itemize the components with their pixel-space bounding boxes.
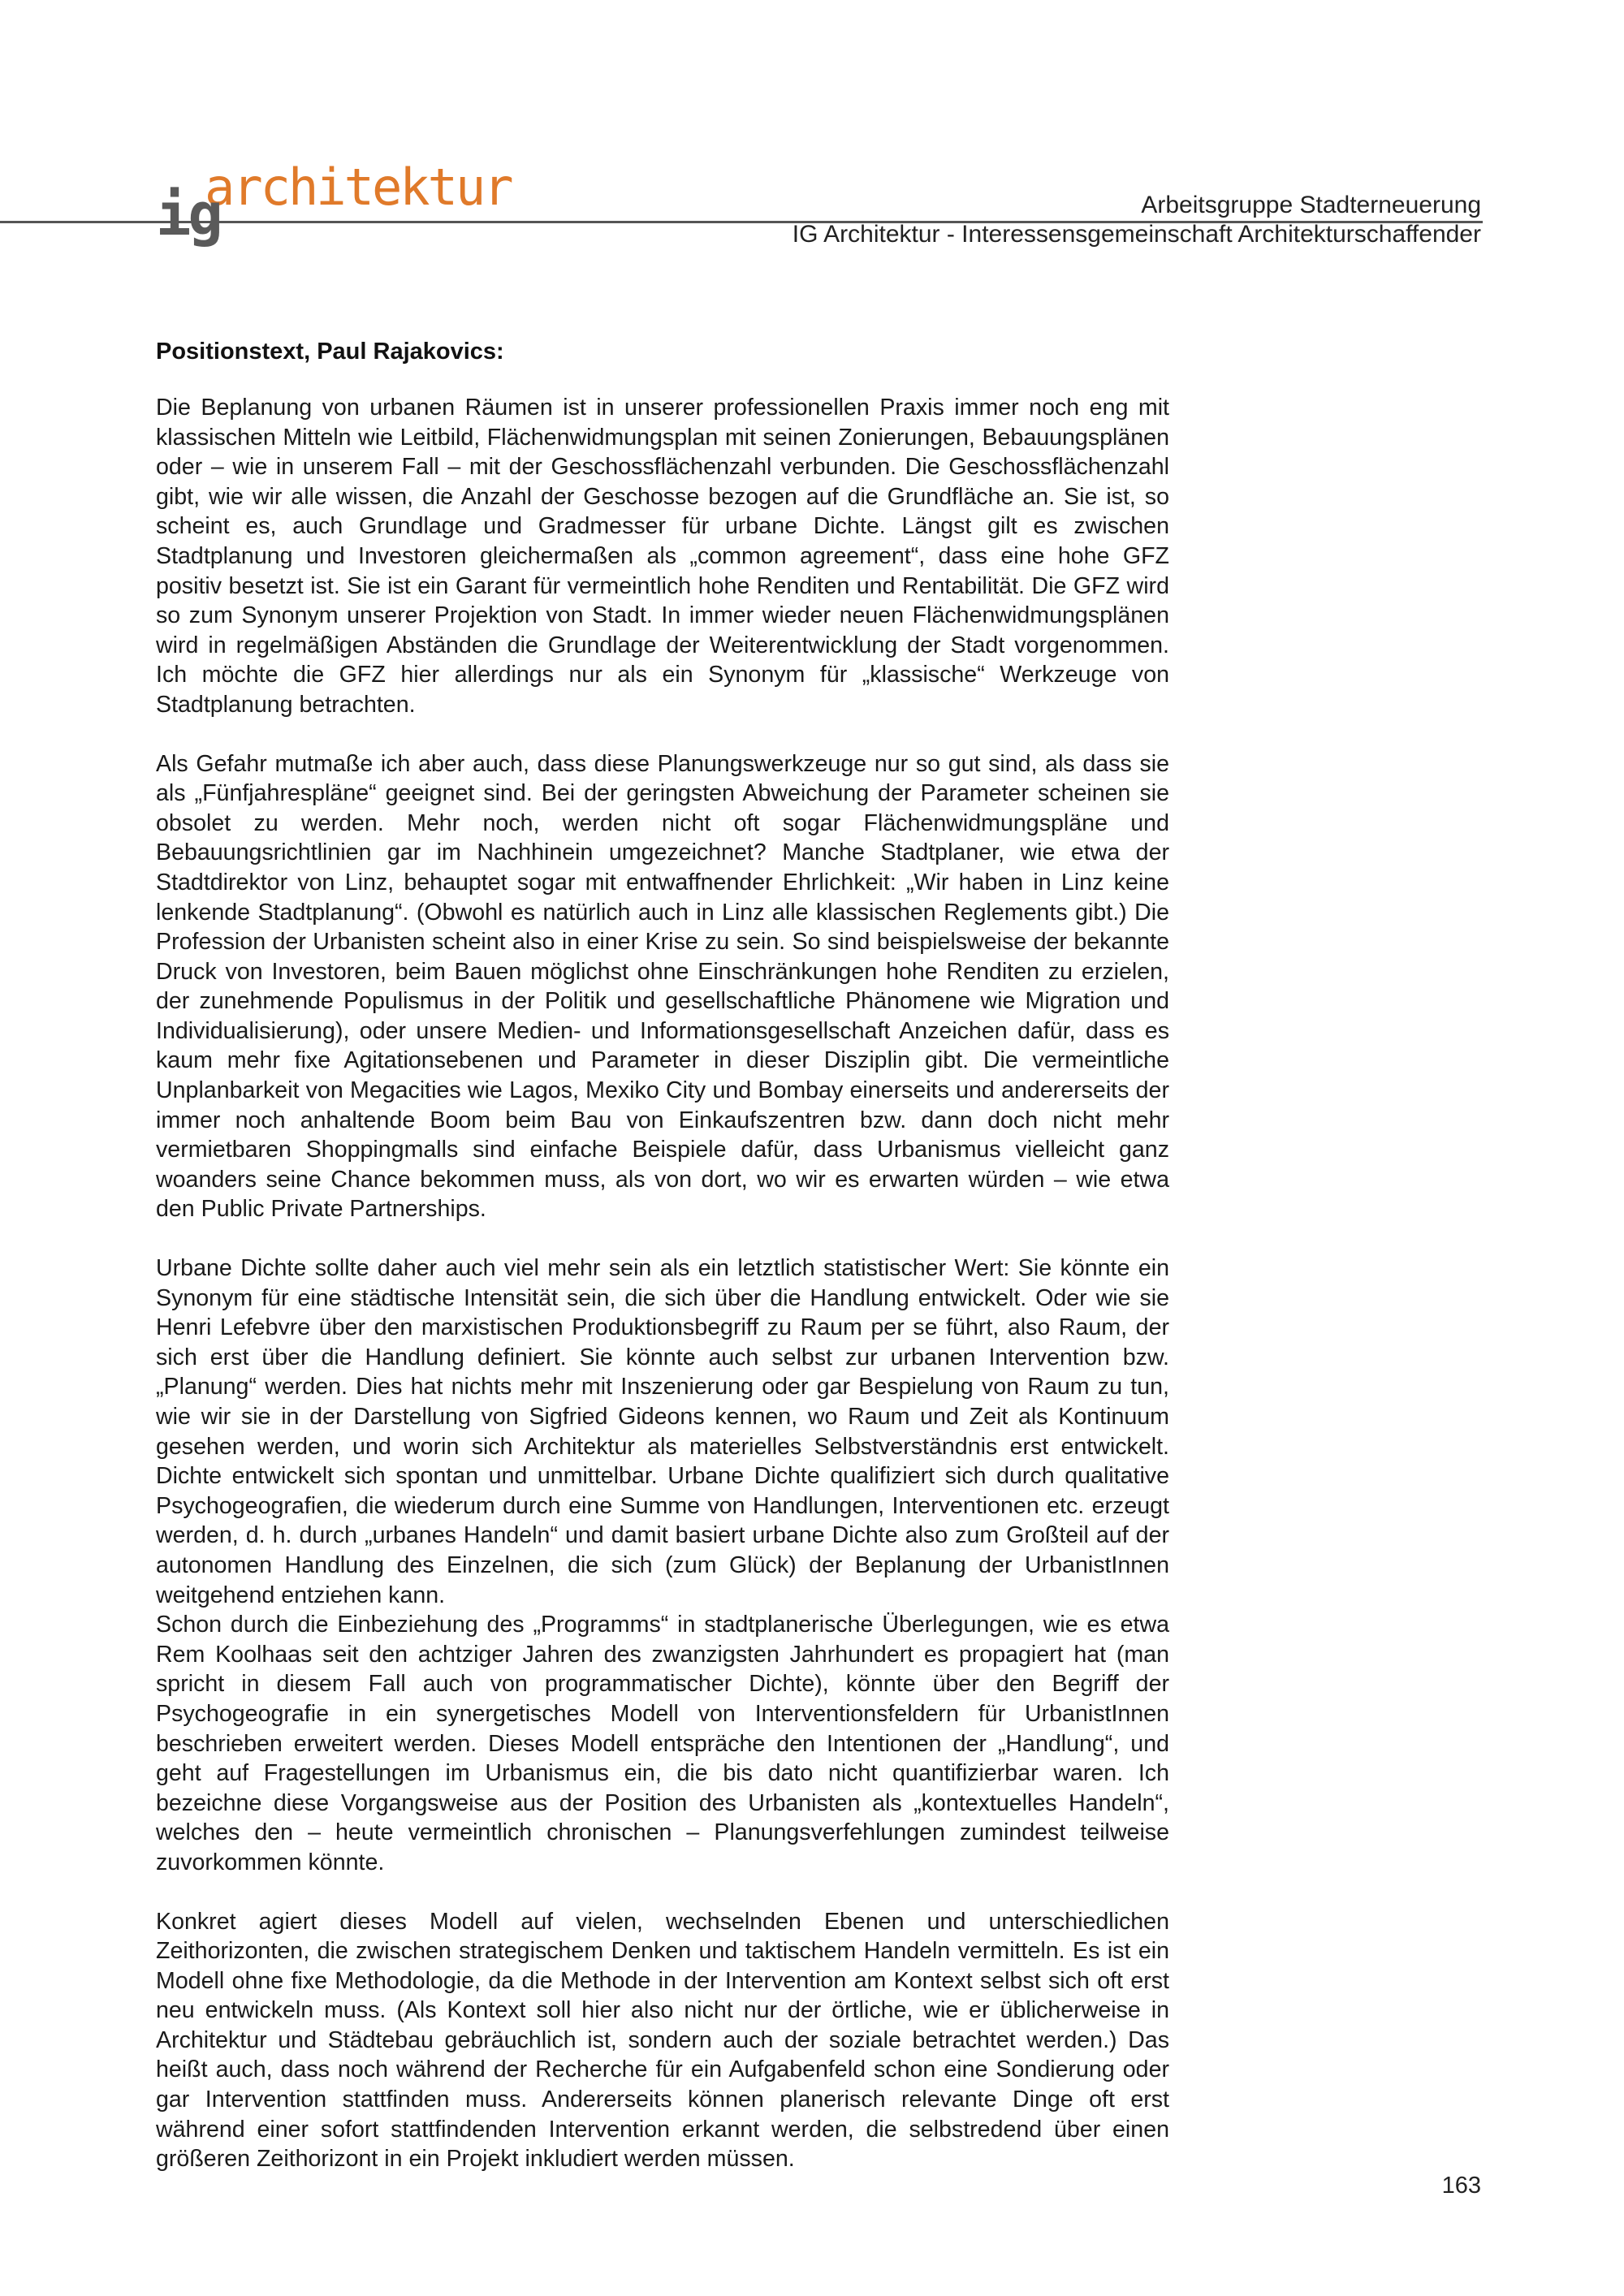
- paragraph: Urbane Dichte sollte daher auch viel mehr sein als ein letztlich statistischer Wert: Sie könnte ein Synonym für eine städtische Intensität sein, die sich über die Handlung entwickelt. Oder wie sie Henri Lefebvre über den marxistischen Produktionsbegriff zu Raum per se führt, also Raum, der sich erst über die Handlung definiert. Sie könnte auch selbst zur urbanen Intervention bzw. „Planung“ werden. Dies hat nichts mehr mit Inszenierung oder gar Bespielung von Raum zu tun, wie wir sie in der Darstellung von Sigfried Gideons kennen, wo Raum und Zeit als Kontinuum gesehen werden, und worin sich Architektur als materielles Selbstverständnis erst entwickelt. Dichte entwickelt sich spontan und unmittelbar. Urbane Dichte qualifiziert sich durch qualitative Psychogeografien, die wiederum durch eine Summe von Handlungen, Interventionen etc. erzeugt werden, d. h. durch „urbanes Handeln“ und damit basiert urbane Dichte also zum Großteil auf der autonomen Handlung des Einzelnen, die sich (zum Glück) der Beplanung der UrbanistInnen weitgehend entziehen kann.: [156, 1255, 1169, 1608]
- paragraph: Konkret agiert dieses Modell auf vielen, wechselnden Ebenen und unterschiedlichen Zeithorizonten, die zwischen strategischem Denken und taktischem Handeln vermitteln. Es ist ein Modell ohne fixe Methodologie, da die Methode in der Intervention am Kontext selbst sich oft erst neu entwickeln muss. (Als Kontext soll hier also nicht nur der örtliche, wie er üblicherweise in Architektur und Städtebau gebräuchlich ist, sondern auch der soziale betrachtet werden.) Das heißt auch, dass noch während der Recherche für ein Aufgabenfeld schon eine Sondierung oder gar Intervention stattfinden muss. Andererseits können planerisch relevante Dinge oft erst während einer sofort stattfindenden Intervention erkannt werden, die selbstredend über einen größeren Zeithorizont in ein Projekt inkludiert werden müssen.: [156, 1908, 1169, 2173]
- paragraph: Die Beplanung von urbanen Räumen ist in unserer professionellen Praxis immer noch eng mit klassischen Mitteln wie Leitbild, Flächenwidmungsplan mit seinen Zonierungen, Bebauungsplänen oder – wie in unserem Fall – mit der Geschossflächenzahl verbunden. Die Geschossflächenzahl gibt, wie wir alle wissen, die Anzahl der Geschosse bezogen auf die Grundfläche an. Sie ist, so scheint es, auch Grundlage und Gradmesser für urbane Dichte. Längst gilt es zwischen Stadtplanung und Investoren gleichermaßen als „common agreement“, dass eine hohe GFZ positiv besetzt ist. Sie ist ein Garant für vermeintlich hohe Renditen und Rentabilität. Die GFZ wird so zum Synonym unserer Projektion von Stadt. In immer wieder neuen Flächenwidmungsplänen wird in regelmäßigen Abständen die Grundlage der Weiterentwicklung der Stadt vorgenommen. Ich möchte die GFZ hier allerdings nur als ein Synonym für „klassische“ Werkzeuge von Stadtplanung betrachten.: [156, 395, 1169, 718]
- document-title: Positionstext, Paul Rajakovics:: [156, 339, 504, 365]
- header-info: [793, 191, 1481, 249]
- page-number: 163: [1441, 2173, 1481, 2199]
- logo-wordmark: architektur: [205, 158, 512, 217]
- header-organization-name: IG Architektur - Interessensgemeinschaft Architekturschaffender: [792, 221, 1481, 248]
- logo-prefix: ig: [156, 180, 220, 248]
- document-body: [156, 334, 1169, 2203]
- ig-architektur-logo: [156, 158, 512, 276]
- paragraph: Schon durch die Einbeziehung des „Programms“ in stadtplanerische Überlegungen, wie es etwa Rem Koolhaas seit den achtziger Jahren des zwanzigsten Jahrhundert es propagiert hat (man spricht in diesem Fall auch von programmatischer Dichte), könnte über den Begriff der Psychogeografie in ein synergetisches Modell von Interventionsfeldern für UrbanistInnen beschrieben erweitert werden. Dieses Modell entspräche den Intentionen der „Handlung“, und geht auf Fragestellungen im Urbanismus ein, die bis dato nicht quantifizierbar waren. Ich bezeichne diese Vorgangsweise aus der Position des Urbanisten als „kontextuelles Handeln“, welches den – heute vermeintlich chronischen – Planungsverfehlungen zumindest teilweise zuvorkommen könnte.: [156, 1612, 1169, 1875]
- paragraph: Als Gefahr mutmaße ich aber auch, dass diese Planungswerkzeuge nur so gut sind, als dass sie als „Fünfjahrespläne“ geeignet sind. Bei der geringsten Abweichung der Parameter scheinen sie obsolet zu werden. Mehr noch, werden nicht oft sogar Flächenwidmungspläne und Bebauungsrichtlinien gar im Nachhinein umgezeichnet? Manche Stadtplaner, wie etwa der Stadtdirektor von Linz, behauptet sogar mit entwaffnender Ehrlichkeit: „Wir haben in Linz keine lenkende Stadtplanung“. (Obwohl es natürlich auch in Linz alle klassischen Reglements gibt.) Die Profession der Urbanisten scheint also in einer Krise zu sein. So sind beispielsweise der bekannte Druck von Investoren, beim Bauen möglichst ohne Einschränkungen hohe Renditen zu erzielen, der zunehmende Populismus in der Politik und gesellschaftliche Phänomene wie Migration und Individualisierung), oder unsere Medien- und Informationsgesellschaft Anzeichen dafür, dass es kaum mehr fixe Agitationsebenen und Parameter in dieser Disziplin gibt. Die vermeintliche Unplanbarkeit von Megacities wie Lagos, Mexiko City und Bombay einerseits und andererseits der immer noch anhaltende Boom beim Bau von Einkaufszentren bzw. dann doch nicht mehr vermietbaren Shoppingmalls sind einfache Beispiele dafür, dass Urbanismus vielleicht ganz woanders seine Chance bekommen muss, als von dort, wo wir es erwarten würden – wie etwa den Public Private Partnerships.: [156, 750, 1169, 1223]
- header-group-name: Arbeitsgruppe Stadterneuerung: [1141, 192, 1481, 218]
